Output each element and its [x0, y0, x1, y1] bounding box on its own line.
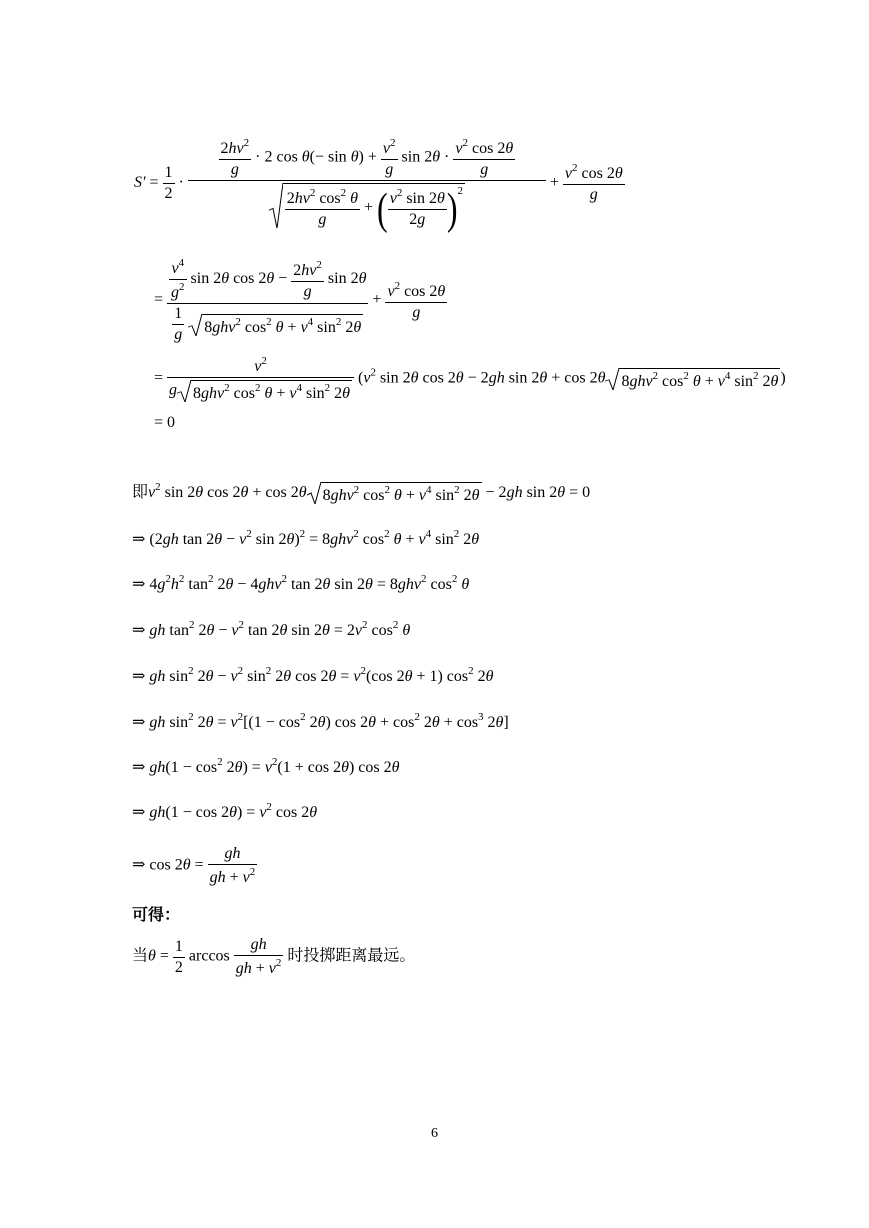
final-suffix: 时投掷距离最远。	[287, 947, 416, 965]
derivation-line-4: ⇒ gh $\tan^2 2\theta - v^2$ tan 2θ $\sin 2\theta = 2v^2$ $\cos^2 \theta$	[132, 619, 411, 639]
derivation-line-3: ⇒ $4g^2h^2$ $\tan^2 2\theta - 4ghv^2$ tan 2θ sin 2θ = 8ghv$^2$ $\cos^2 \theta$	[132, 573, 470, 593]
term-fraction: $\frac{v^2 \cos 2\theta}{g}$	[564, 162, 623, 204]
half-fraction: $\frac{1}{2}$	[164, 163, 173, 202]
derivation-line-9: ⇒ cos 2θ = $\frac{gh}{gh + v^2}$	[132, 845, 256, 886]
equation-step-2: = $\frac{v^4}{g^2}$ sin 2θ cos 2θ − $\frac{2hv^2}{g}$ sin 2θ $\frac{1}{g}$ 8ghv$^2$ $\cos^2 \theta + v^4$ $\sin^2 2\theta$ + $\frac{v^2 \cos 2\theta}{g}$	[154, 257, 446, 343]
complex-fraction-2: $\frac{v^4}{g^2}$ sin 2θ cos 2θ − $\frac{2hv^2}{g}$ sin 2θ $\frac{1}{g}$ 8ghv$^2$ $\cos^2 \theta + v^4$ $\sin^2 2\theta$	[167, 258, 368, 343]
final-prefix: 当	[132, 947, 149, 965]
derivation-line-5: ⇒ gh $\sin^2 2\theta - v^2$ $\sin^2 2\theta$ $\cos 2\theta = v^2(\cos$ 2θ + 1) $\cos^2 2\theta$	[132, 665, 494, 685]
derivation-line-8: ⇒ $gh(1 - \cos 2\theta) = v^2$ cos 2θ	[132, 801, 318, 821]
line-prefix: 即	[132, 484, 149, 501]
equation-step-3: = $v^2$ g 8ghv$^2$ $\cos^2 \theta + v^4$ $\sin^2 2\theta$ ($v^2$ sin 2θ cos 2θ − 2gh sin 2θ + cos 2θ 8ghv$^2$ $\cos^2 \theta + v^4$ $\sin^2 2\theta$ )	[154, 355, 786, 402]
derivation-line-1: 即$v^2$ sin 2θ cos 2θ + cos 2θ 8ghv$^2$ $\cos^2 \theta + v^4$ $\sin^2 2\theta - 2gh$ sin 2θ = 0	[132, 481, 591, 505]
equation-step-4: = 0	[154, 414, 176, 431]
main-fraction: $\frac{2hv^2}{g}$ · 2 cos θ(− sin θ) + $\frac{v^2}{g}$ sin 2θ · $\frac{v^2 \cos 2\theta}{g}$ $\frac{2hv^2 \cos^2 \theta}{g}$ + ( $\frac{v^2 \sin 2\theta}{2g}$ )$^2$	[188, 138, 546, 228]
conclusion-heading: 可得：	[132, 905, 181, 924]
final-statement: 当θ = $\frac{1}{2}$ arccos $\frac{gh}{gh + v^2}$ 时投掷距离最远。	[132, 936, 416, 977]
page-number: 6	[431, 1126, 438, 1141]
derivation-line-6: ⇒ gh $\sin^2 2\theta = v^2[(1 - \cos^2 2\theta)$ $\cos 2\theta + \cos^2 2\theta + \cos^3 2\theta$]	[132, 711, 509, 731]
derivation-line-2: ⇒ (2gh $\tan 2\theta - v^2$ sin 2θ)$^2$ = 8ghv$^2$ $\cos^2 \theta + v^4$ $\sin^2 2\theta$	[132, 528, 480, 548]
derivation-line-7: ⇒ $gh(1 - \cos^2 2\theta) = v^2(1 + \cos 2\theta)$ cos 2θ	[132, 756, 400, 776]
equation-s-prime: S′ = $\frac{1}{2}$ · $\frac{2hv^2}{g}$ · 2 cos θ(− sin θ) + $\frac{v^2}{g}$ sin 2θ · $\frac{v^2 \cos 2\theta}{g}$ $\frac{2hv^2 \cos^2 \theta}{g}$ + ( $\frac{v^2 \sin 2\theta}{2g}$ )$^2$ + $\frac{v^2 \cos 2\theta}{g}$	[134, 137, 623, 234]
